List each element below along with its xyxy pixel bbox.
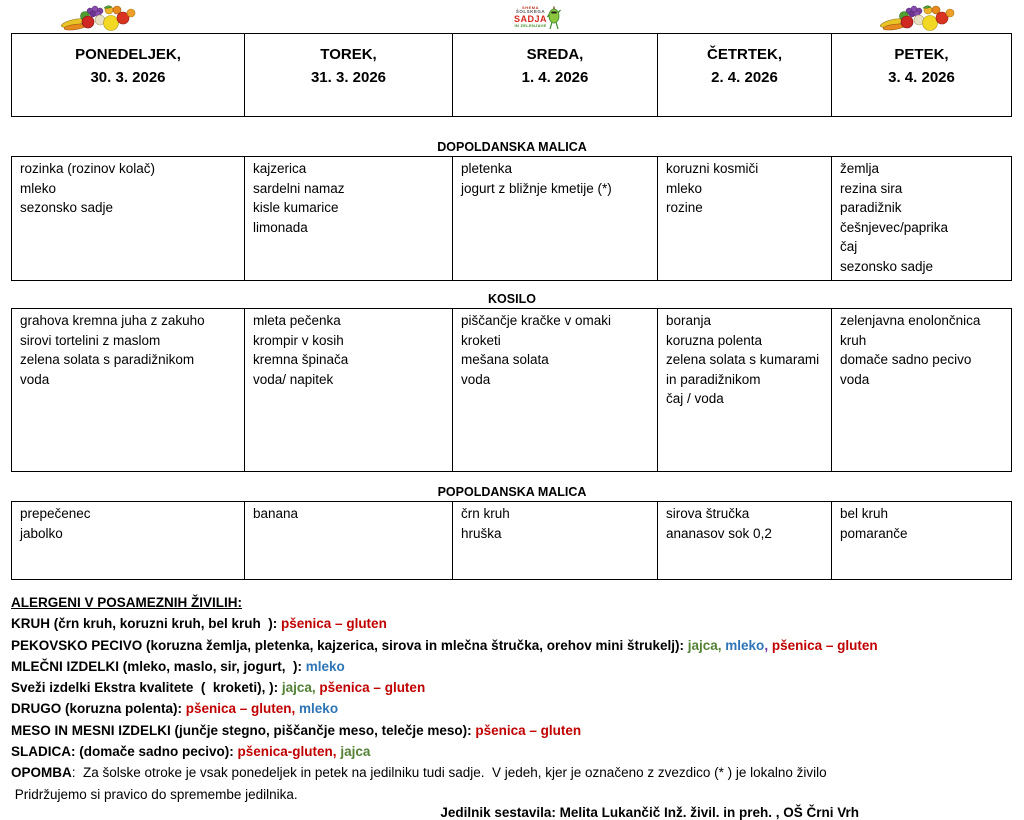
section-title-popoldanska-malica: POPOLDANSKA MALICA (437, 485, 587, 499)
allergen-line-svezi-izdelki: Sveži izdelki Ekstra kvalitete ( kroketi), ): jajca, pšenica – gluten (11, 680, 426, 696)
day-date: 2. 4. 2026 (711, 69, 778, 86)
scheme-logo-line: SHEMA (522, 5, 539, 11)
allergen-section (11, 592, 1012, 820)
day-name: ČETRTEK, (707, 46, 782, 63)
menu-cell: mleta pečenka krompir v kosih kremna špinača voda/ napitek (245, 309, 453, 472)
day-date: 1. 4. 2026 (521, 69, 589, 86)
fruit-basket-icon (878, 4, 966, 32)
allergen-line-kruh: KRUH (črn kruh, koruzni kruh, bel kruh ): pšenica – gluten (11, 616, 387, 632)
menu-cell: kajzerica sardelni namaz kisle kumarice limonada (245, 157, 453, 281)
scheme-logo-line: SADJA (514, 13, 548, 24)
menu-author-credit: Jedilnik sestavila: Melita Lukančič Inž. živil. in preh. , OŠ Črni Vrh (440, 804, 859, 820)
menu-cell: boranja koruzna polenta zelena solata s kumarami in paradižnikom čaj / voda (658, 309, 832, 472)
day-header-torek (245, 34, 453, 117)
note-pridrzujemo: Pridržujemo si pravico do spremembe jedilnika. (11, 786, 298, 802)
scheme-logo-text (514, 6, 547, 28)
dopoldanska-malica-table (11, 156, 1012, 281)
menu-cell: žemlja rezina sira paradižnik češnjevec/paprika čaj sezonsko sadje (832, 157, 1012, 281)
day-date: 31. 3. 2026 (310, 69, 387, 86)
menu-cell: grahova kremna juha z zakuho sirovi tortelini z maslom zelena solata s paradižnikom voda (12, 309, 245, 472)
logo-row (0, 0, 1024, 33)
popoldanska-malica-table (11, 501, 1012, 580)
menu-cell: zelenjavna enolončnica kruh domače sadno pecivo voda (832, 309, 1012, 472)
allergen-line-meso: MESO IN MESNI IZDELKI (junčje stegno, piščančje meso, telečje meso): pšenica – gluten (11, 722, 582, 738)
week-header-table (11, 33, 1012, 117)
fruit-basket-icon (60, 4, 146, 32)
menu-cell: piščančje kračke v omaki kroketi mešana solata voda (453, 309, 658, 472)
day-name: PONEDELJEK, (75, 46, 181, 63)
day-header-sreda (453, 34, 658, 117)
note-opomba: OPOMBA: Za šolske otroke je vsak ponedeljek in petek na jedilniku tudi sadje. V jedeh, kjer je označeno z zvezdico (* ) je lokalno živilo (11, 765, 827, 781)
school-fruit-scheme-logo (514, 2, 566, 32)
menu-cell: prepečenec jabolko (12, 502, 245, 580)
pear-mascot-icon (547, 3, 561, 31)
menu-cell: rozinka (rozinov kolač) mleko sezonsko sadje (12, 157, 245, 281)
day-header-petek (832, 34, 1012, 117)
day-date: 30. 3. 2026 (90, 69, 166, 86)
menu-cell: pletenka jogurt z bližnje kmetije (*) (453, 157, 658, 281)
menu-cell: banana (245, 502, 453, 580)
menu-cell: koruzni kosmiči mleko rozine (658, 157, 832, 281)
day-header-cetrtek (658, 34, 832, 117)
menu-cell: sirova štručka ananasov sok 0,2 (658, 502, 832, 580)
allergen-line-drugo: DRUGO (koruzna polenta): pšenica – gluten, mleko (11, 701, 339, 717)
day-name: SREDA, (526, 46, 584, 63)
allergen-line-pekovsko-pecivo: PEKOVSKO PECIVO (koruzna žemlja, pletenka, kajzerica, sirova in mlečna štručka, orehov mini štrukelj): jajca, mleko, pšenica – gluten (11, 637, 878, 653)
section-title-dopoldanska-malica: DOPOLDANSKA MALICA (437, 140, 587, 154)
day-date: 3. 4. 2026 (888, 69, 955, 86)
menu-cell: bel kruh pomaranče (832, 502, 1012, 580)
allergen-line-sladica: SLADICA: (domače sadno pecivo): pšenica-gluten, jajca (11, 744, 371, 760)
day-name: PETEK, (894, 46, 949, 63)
day-header-ponedeljek (12, 34, 245, 117)
kosilo-table (11, 308, 1012, 472)
day-name: TOREK, (320, 46, 377, 63)
scheme-logo-line: ŠOLSKEGA (515, 9, 546, 15)
section-title-kosilo: KOSILO (488, 292, 536, 306)
menu-cell: črn kruh hruška (453, 502, 658, 580)
scheme-logo-line: IN ZELENJAVE (514, 22, 547, 28)
allergen-heading: ALERGENI V POSAMEZNIH ŽIVILIH: (11, 595, 243, 610)
allergen-line-mlecni-izdelki: MLEČNI IZDELKI (mleko, maslo, sir, jogurt, ): mleko (11, 658, 345, 674)
